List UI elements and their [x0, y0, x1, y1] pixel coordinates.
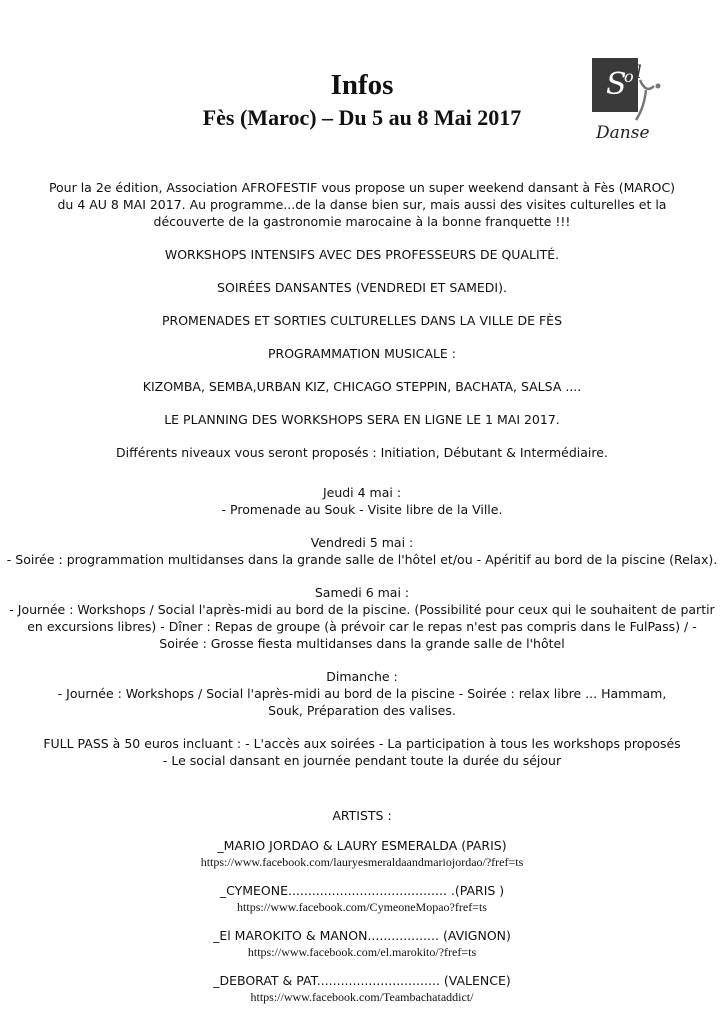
highlight-programmation: PROGRAMMATION MUSICALE :	[268, 346, 456, 361]
artist-link[interactable]: https://www.facebook.com/Teambachataddict/	[250, 990, 474, 1004]
schedule-details-sunday: - Journée : Workshops / Social l'après-midi au bord de la piscine - Soirée : relax libre ... Hammam, Souk, Préparation des valises.	[57, 686, 667, 718]
page-title: Infos	[330, 69, 394, 101]
artists-heading: ARTISTS :	[332, 808, 392, 823]
highlight-soirees: SOIRÉES DANSANTES (VENDREDI ET SAMEDI).	[217, 280, 507, 295]
svg-text:Danse: Danse	[596, 123, 650, 143]
schedule-day-saturday: Samedi 6 mai :	[314, 585, 410, 600]
artist-entry	[40, 837, 684, 870]
artist-entry	[40, 927, 684, 960]
artist-entry	[40, 882, 684, 915]
artist-link[interactable]: https://www.facebook.com/lauryesmeraldaandmariojordao/?fref=ts	[200, 855, 524, 869]
artist-name: _DEBORAT & PAT............................... (VALENCE)	[213, 973, 511, 988]
svg-text:l: l	[636, 62, 642, 83]
svg-text:o: o	[624, 67, 634, 86]
schedule-day-thursday: Jeudi 4 mai :	[322, 485, 402, 500]
schedule-details-thursday: - Promenade au Souk - Visite libre de la Ville.	[221, 502, 503, 517]
document-body	[6, 179, 718, 1005]
highlight-planning: LE PLANNING DES WORKSHOPS SERA EN LIGNE LE 1 MAI 2017.	[164, 412, 560, 427]
artist-name: _CYMEONE........................................ .(PARIS )	[219, 883, 505, 898]
artist-name: _El MAROKITO & MANON.................. (AVIGNON)	[213, 928, 511, 943]
highlight-levels: Différents niveaux vous seront proposés : Initiation, Débutant & Intermédiaire.	[116, 445, 608, 460]
highlight-music-styles: KIZOMBA, SEMBA,URBAN KIZ, CHICAGO STEPPIN, BACHATA, SALSA ....	[142, 379, 582, 394]
artist-entry	[40, 972, 684, 1005]
schedule-day-friday: Vendredi 5 mai :	[310, 535, 414, 550]
schedule-details-saturday: - Journée : Workshops / Social l'après-midi au bord de la piscine. (Possibilité pour ceux qui le souhaitent de partir en excursions libres) - Dîner : Repas de groupe (à prévoir car le repas n'est pas compris dans le FulPass) / - Soirée : Grosse fiesta multidanses dans la grande salle de l'hôtel	[9, 602, 715, 651]
schedule-day-sunday: Dimanche :	[326, 669, 398, 684]
svg-text:S: S	[606, 67, 627, 102]
fullpass-paragraph: FULL PASS à 50 euros incluant : - L'accès aux soirées - La participation à tous les workshops proposés - Le social dansant en journée pendant toute la durée du séjour	[43, 736, 681, 768]
artist-link[interactable]: https://www.facebook.com/el.marokito/?fref=ts	[247, 945, 477, 959]
sol-y-danse-logo	[582, 56, 664, 146]
highlight-workshops: WORKSHOPS INTENSIFS AVEC DES PROFESSEURS DE QUALITÉ.	[164, 247, 560, 262]
logo-graphic	[582, 56, 664, 146]
schedule-details-friday: - Soirée : programmation multidanses dans la grande salle de l'hôtel et/ou - Apéritif au bord de la piscine (Relax).	[6, 552, 718, 567]
artist-name: _MARIO JORDAO & LAURY ESMERALDA (PARIS)	[217, 838, 507, 853]
highlight-promenades: PROMENADES ET SORTIES CULTURELLES DANS LA VILLE DE FÈS	[161, 313, 563, 328]
page-subtitle: Fès (Maroc) – Du 5 au 8 Mai 2017	[202, 105, 522, 130]
artist-link[interactable]: https://www.facebook.com/CymeoneMopao?fref=ts	[237, 900, 487, 914]
intro-paragraph: Pour la 2e édition, Association AFROFESTIF vous propose un super weekend dansant à Fès (MAROC) du 4 AU 8 MAI 2017. Au programme...de la danse bien sur, mais aussi des visites culturelles et la découverte de la gastronomie marocaine à la bonne franquette !!!	[48, 180, 676, 229]
